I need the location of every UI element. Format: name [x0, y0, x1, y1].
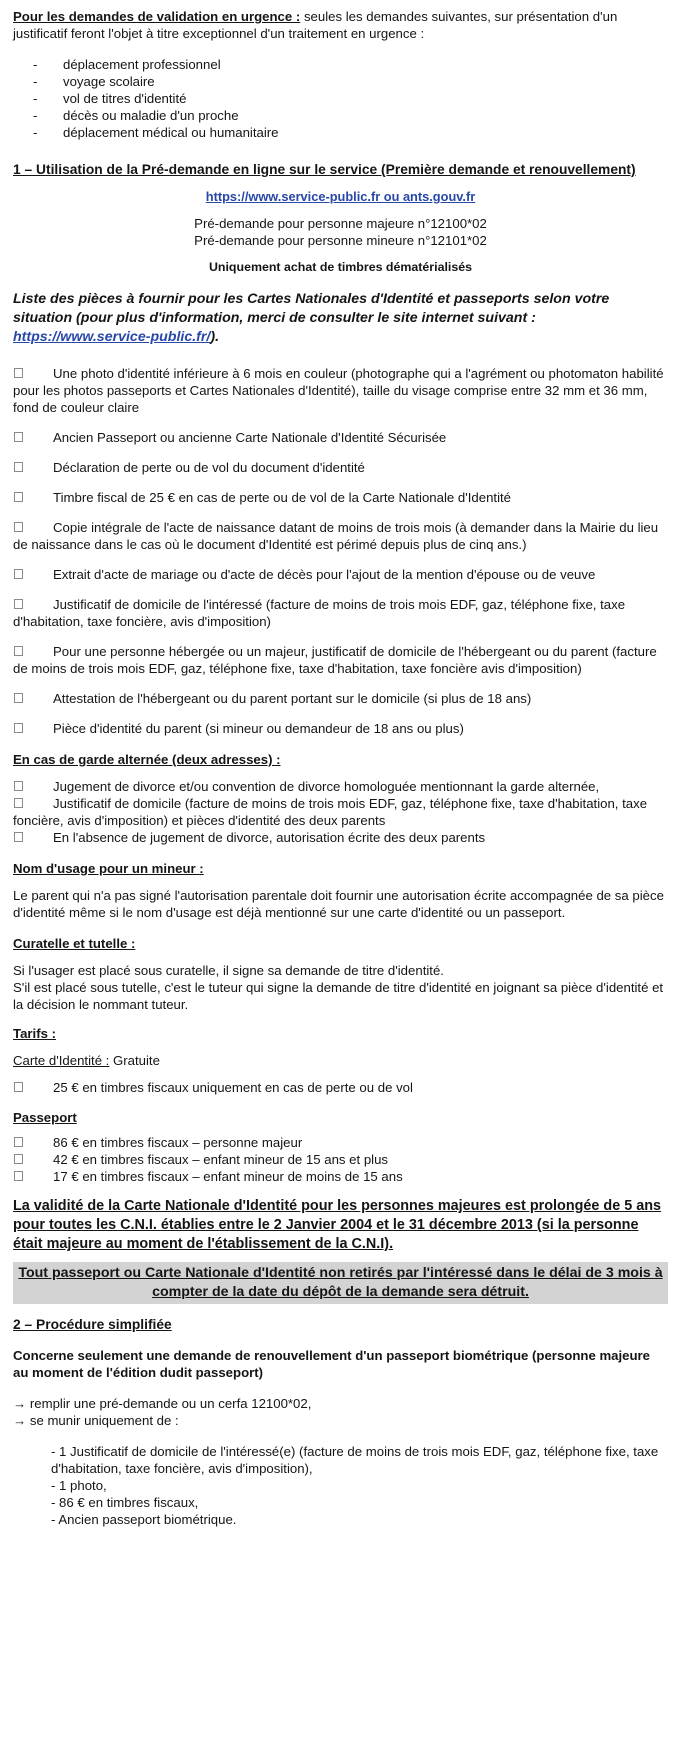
cni-tarif: [13, 1052, 668, 1069]
checkbox-icon[interactable]: [14, 462, 23, 472]
checkbox-icon[interactable]: [14, 1082, 23, 1092]
pre-demande-majeure: Pré-demande pour personne majeure n°12100*02: [194, 216, 487, 231]
list-item: 42 € en timbres fiscaux – enfant mineur de 15 ans et plus: [13, 1151, 668, 1168]
curatelle-title: Curatelle et tutelle :: [13, 936, 136, 951]
checkbox-icon[interactable]: [14, 599, 23, 609]
list-item: Attestation de l'hébergeant ou du parent portant sur le domicile (si plus de 18 ans): [13, 690, 668, 707]
list-item: Jugement de divorce et/ou convention de divorce homologuée mentionnant la garde alternée,: [13, 778, 668, 795]
list-item: Justificatif de domicile (facture de moins de trois mois EDF, gaz, téléphone fixe, taxe d'habitation, taxe foncière, avis d'imposition) et pièces d'identité des deux parents: [13, 796, 648, 828]
list-item: 25 € en timbres fiscaux uniquement en cas de perte ou de vol: [13, 1079, 668, 1096]
checkbox-icon[interactable]: [14, 798, 23, 808]
usage-title: Nom d'usage pour un mineur :: [13, 861, 204, 876]
list-item: - déplacement professionnel: [33, 56, 668, 73]
checkbox-icon[interactable]: [14, 368, 23, 378]
checkbox-icon[interactable]: [14, 1171, 23, 1181]
checkbox-icon[interactable]: [14, 1154, 23, 1164]
checkbox-icon[interactable]: [14, 781, 23, 791]
curatelle-line2: S'il est placé sous tutelle, c'est le tuteur qui signe la demande de titre d'identité en joignant sa pièce d'identité et la décision le nommant tuteur.: [13, 980, 664, 1012]
liste-pieces-intro: [13, 290, 668, 347]
checkbox-icon[interactable]: [14, 492, 23, 502]
list-item: Ancien Passeport ou ancienne Carte Nationale d'Identité Sécurisée: [13, 429, 668, 446]
list-item: Extrait d'acte de mariage ou d'acte de décès pour l'ajout de la mention d'épouse ou de veuve: [13, 566, 668, 583]
pre-demande-mineure: Pré-demande pour personne mineure n°12101*02: [194, 233, 487, 248]
cni-label: Carte d'Identité :: [13, 1053, 110, 1068]
checkbox-icon[interactable]: [14, 693, 23, 703]
checkbox-icon[interactable]: [14, 1137, 23, 1147]
urgence-text: seules les demandes suivantes, sur présentation d'un justificatif feront l'objet à titre exceptionnel d'un traitement en urgence :: [13, 9, 618, 41]
list-item: - 1 Justificatif de domicile de l'intéressé(e) (facture de moins de trois mois EDF, gaz, téléphone fixe, taxe d'habitation, taxe foncière, avis d'imposition),: [51, 1444, 659, 1476]
list-item: - décès ou maladie d'un proche: [33, 107, 668, 124]
liste-end: ).: [210, 329, 220, 345]
section2-step1: → remplir une pré-demande ou un cerfa 12100*02,: [13, 1396, 312, 1411]
checkbox-icon[interactable]: [14, 432, 23, 442]
garde-title: En cas de garde alternée (deux adresses) :: [13, 752, 281, 767]
list-item: Justificatif de domicile de l'intéressé (facture de moins de trois mois EDF, gaz, téléphone fixe, taxe d'habitation, taxe foncière, avis d'imposition): [13, 597, 626, 629]
list-item: Une photo d'identité inférieure à 6 mois en couleur (photographe qui a l'agrément ou photomaton habilité pour les photos passeports et Cartes Nationales d'Identité), taille du visage comprise entre 32 mm et 36 mm, fond de couleur claire: [13, 366, 664, 415]
list-item: 17 € en timbres fiscaux – enfant mineur de moins de 15 ans: [13, 1168, 668, 1185]
urgence-lead: Pour les demandes de validation en urgence :: [13, 9, 301, 24]
achat-timbres: Uniquement achat de timbres dématérialisés: [208, 260, 473, 274]
section1-link-line: [13, 188, 668, 205]
list-item: Pour une personne hébergée ou un majeur, justificatif de domicile de l'hébergeant ou du parent (facture de moins de trois mois EDF, gaz, téléphone fixe, taxe d'habitation, taxe foncière avis d'imposition): [13, 644, 657, 676]
section1-title: 1 – Utilisation de la Pré-demande en ligne sur le service (Première demande et renouvellement): [13, 162, 636, 177]
cni-value: Gratuite: [109, 1053, 160, 1068]
list-item: - 1 photo,: [51, 1478, 107, 1493]
urgence-list: [13, 56, 668, 141]
service-public-link[interactable]: https://www.service-public.fr ou ants.gouv.fr: [205, 189, 476, 204]
passeport-label: Passeport: [13, 1110, 77, 1125]
retrait-notice: Tout passeport ou Carte Nationale d'Identité non retirés par l'intéressé dans le délai de 3 mois à compter de la date du dépôt de la demande sera détruit.: [13, 1262, 668, 1304]
tarifs-title: Tarifs :: [13, 1026, 56, 1041]
section2-concerne: Concerne seulement une demande de renouvellement d'un passeport biométrique (personne majeure au moment de l'édition dudit passeport): [13, 1348, 651, 1380]
list-item: - Ancien passeport biométrique.: [51, 1512, 237, 1527]
validite-notice: La validité de la Carte Nationale d'Identité pour les personnes majeures est prolongée de 5 ans pour toutes les C.N.I. établies entre le 2 Janvier 2004 et le 31 décembre 2013 (si la personne était majeure au moment de l'établissement de la C.N.I).: [13, 1198, 661, 1252]
list-item: Copie intégrale de l'acte de naissance datant de moins de trois mois (à demander dans la Mairie du lieu de naissance dans le cas où le document d'Identité est périmé depuis plus de cinq ans.): [13, 520, 659, 552]
checkbox-icon[interactable]: [14, 832, 23, 842]
liste-text: Liste des pièces à fournir pour les Cartes Nationales d'Identité et passeports selon votre situation (pour plus d'information, merci de consulter le site internet suivant :: [13, 291, 610, 326]
checkbox-icon[interactable]: [14, 522, 23, 532]
section2-title: 2 – Procédure simplifiée: [13, 1317, 172, 1332]
usage-text: Le parent qui n'a pas signé l'autorisation parentale doit fournir une autorisation écrite accompagnée de sa pièce d'identité même si le nom d'usage est déjà mentionné sur une carte d'identité ou un passeport.: [13, 888, 664, 920]
list-item: - déplacement médical ou humanitaire: [33, 124, 668, 141]
list-item: Pièce d'identité du parent (si mineur ou demandeur de 18 ans ou plus): [13, 720, 668, 737]
list-item: 86 € en timbres fiscaux – personne majeur: [13, 1134, 668, 1151]
section2-step2: → se munir uniquement de :: [13, 1413, 179, 1428]
urgence-paragraph: [13, 8, 668, 42]
passeport-list: [13, 1134, 668, 1185]
pieces-list: [13, 365, 668, 737]
list-item: - vol de titres d'identité: [33, 90, 668, 107]
list-item: En l'absence de jugement de divorce, autorisation écrite des deux parents: [13, 829, 668, 846]
liste-link[interactable]: https://www.service-public.fr/: [13, 329, 211, 345]
list-item: - voyage scolaire: [33, 73, 668, 90]
checkbox-icon[interactable]: [14, 723, 23, 733]
list-item: Timbre fiscal de 25 € en cas de perte ou de vol de la Carte Nationale d'Identité: [13, 489, 668, 506]
list-item: Déclaration de perte ou de vol du document d'identité: [13, 459, 668, 476]
section2-list: [13, 1443, 668, 1528]
checkbox-icon[interactable]: [14, 569, 23, 579]
checkbox-icon[interactable]: [14, 646, 23, 656]
curatelle-line1: Si l'usager est placé sous curatelle, il signe sa demande de titre d'identité.: [13, 963, 444, 978]
list-item: - 86 € en timbres fiscaux,: [51, 1495, 199, 1510]
garde-list: [13, 778, 668, 846]
